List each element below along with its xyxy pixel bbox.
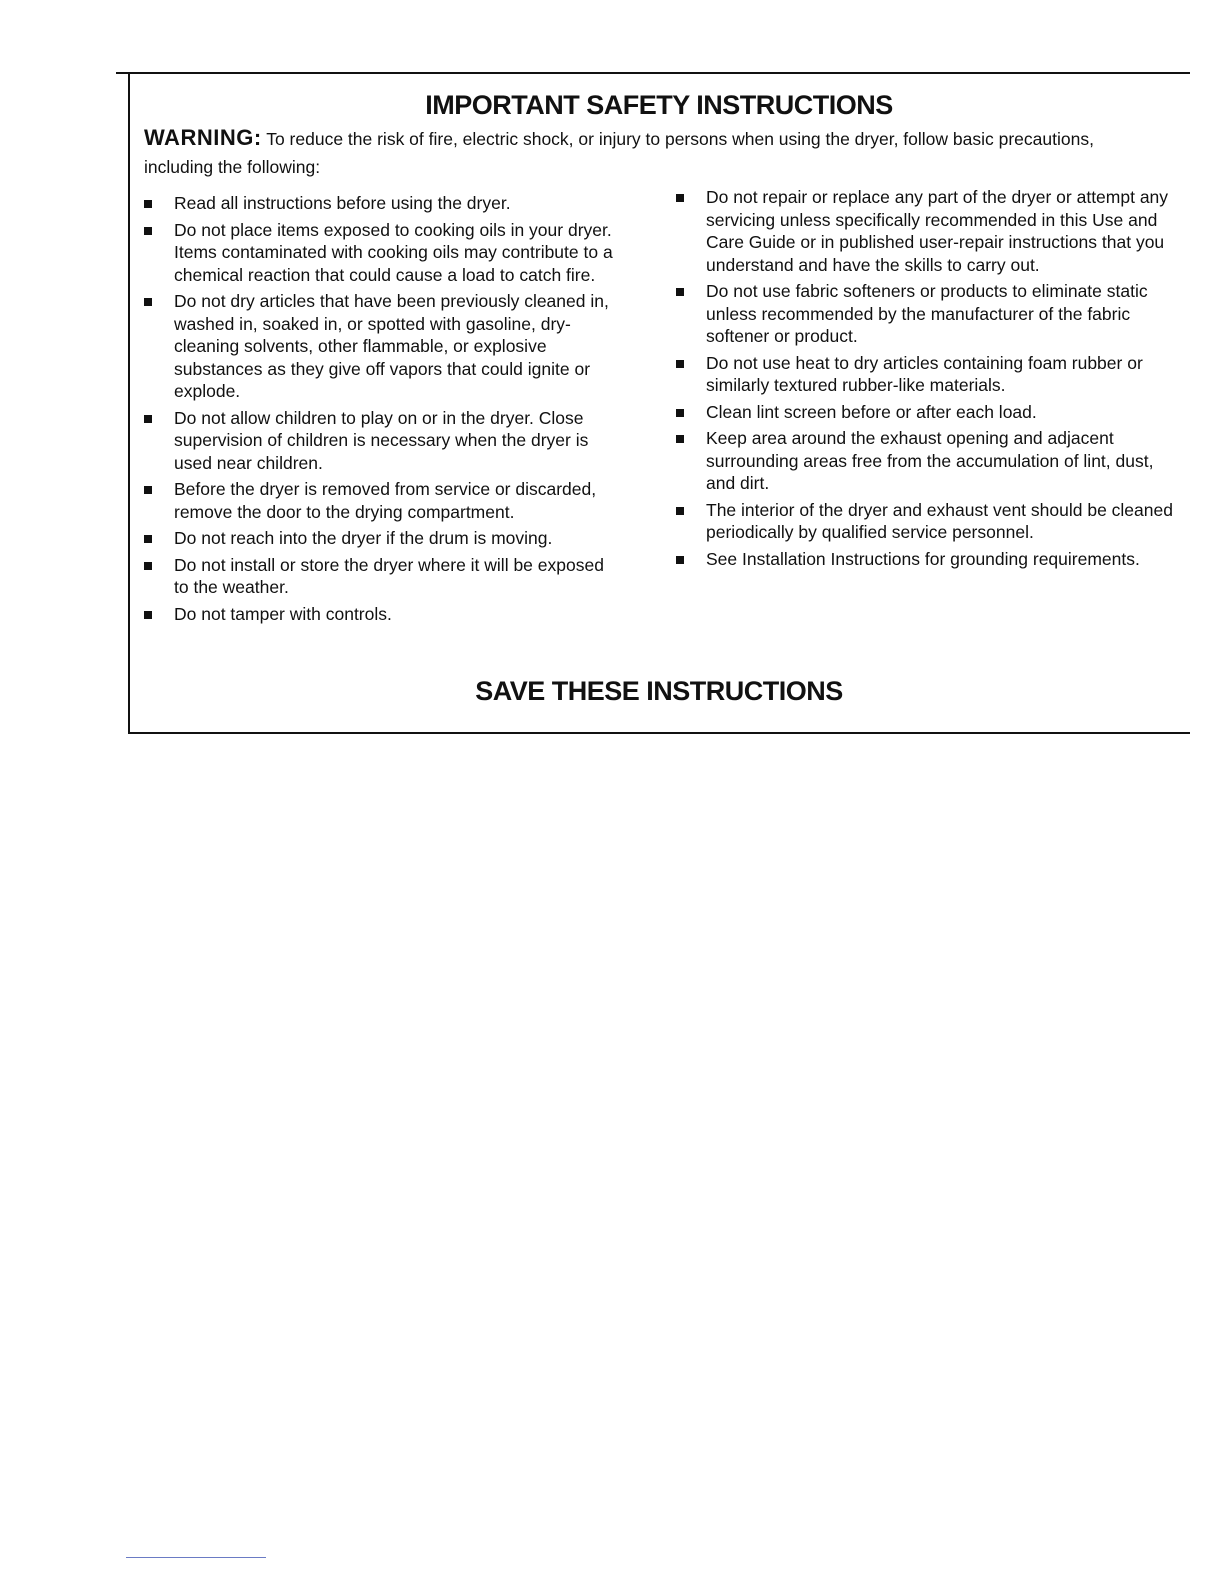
bullet-icon xyxy=(676,507,684,515)
bullet-icon xyxy=(144,298,152,306)
bullet-icon xyxy=(144,415,152,423)
bullet-icon xyxy=(676,556,684,564)
list-item: See Installation Instructions for grounding requirements. xyxy=(676,548,1176,571)
bullet-icon xyxy=(144,227,152,235)
bullet-icon xyxy=(144,611,152,619)
bullet-icon xyxy=(676,194,684,202)
page-title: IMPORTANT SAFETY INSTRUCTIONS xyxy=(425,90,893,120)
left-instruction-list xyxy=(144,192,614,629)
warning-text: To reduce the risk of fire, electric shock, or injury to persons when using the dryer, follow basic precautions, including the following: xyxy=(144,129,1094,177)
warning-paragraph xyxy=(144,124,1144,181)
list-item: Do not install or store the dryer where it will be exposed to the weather. xyxy=(144,554,614,599)
bullet-icon xyxy=(676,288,684,296)
bullet-icon xyxy=(676,360,684,368)
list-item: Do not dry articles that have been previously cleaned in, washed in, soaked in, or spotted with gasoline, dry-cleaning solvents, other flammable, or explosive substances as they give off vapors that could ignite or explode. xyxy=(144,290,614,403)
bullet-icon xyxy=(144,535,152,543)
list-item: Do not repair or replace any part of the dryer or attempt any servicing unless specifically recommended in this Use and Care Guide or in published user-repair instructions that you understand and have the skills to carry out. xyxy=(676,186,1176,276)
list-item: Do not tamper with controls. xyxy=(144,603,614,626)
list-item: Read all instructions before using the dryer. xyxy=(144,192,614,215)
footer-divider xyxy=(126,1557,266,1558)
bullet-icon xyxy=(144,562,152,570)
bullet-icon xyxy=(144,486,152,494)
list-item: Do not allow children to play on or in the dryer. Close supervision of children is necessary when the dryer is used near children. xyxy=(144,407,614,475)
list-item: Do not place items exposed to cooking oils in your dryer. Items contaminated with cooking oils may contribute to a chemical reaction that could cause a load to catch fire. xyxy=(144,219,614,287)
save-instructions-heading: SAVE THESE INSTRUCTIONS xyxy=(475,676,843,706)
bottom-rule xyxy=(128,732,1190,734)
bullet-icon xyxy=(676,409,684,417)
warning-label: WARNING: xyxy=(144,125,262,150)
list-item: Keep area around the exhaust opening and adjacent surrounding areas free from the accumulation of lint, dust, and dirt. xyxy=(676,427,1176,495)
list-item: Before the dryer is removed from service or discarded, remove the door to the drying compartment. xyxy=(144,478,614,523)
bullet-icon xyxy=(676,435,684,443)
list-item: The interior of the dryer and exhaust vent should be cleaned periodically by qualified service personnel. xyxy=(676,499,1176,544)
list-item: Do not use heat to dry articles containing foam rubber or similarly textured rubber-like materials. xyxy=(676,352,1176,397)
list-item: Do not use fabric softeners or products to eliminate static unless recommended by the manufacturer of the fabric softener or product. xyxy=(676,280,1176,348)
bullet-icon xyxy=(144,200,152,208)
list-item: Clean lint screen before or after each load. xyxy=(676,401,1176,424)
right-instruction-list xyxy=(676,186,1176,574)
list-item: Do not reach into the dryer if the drum is moving. xyxy=(144,527,614,550)
